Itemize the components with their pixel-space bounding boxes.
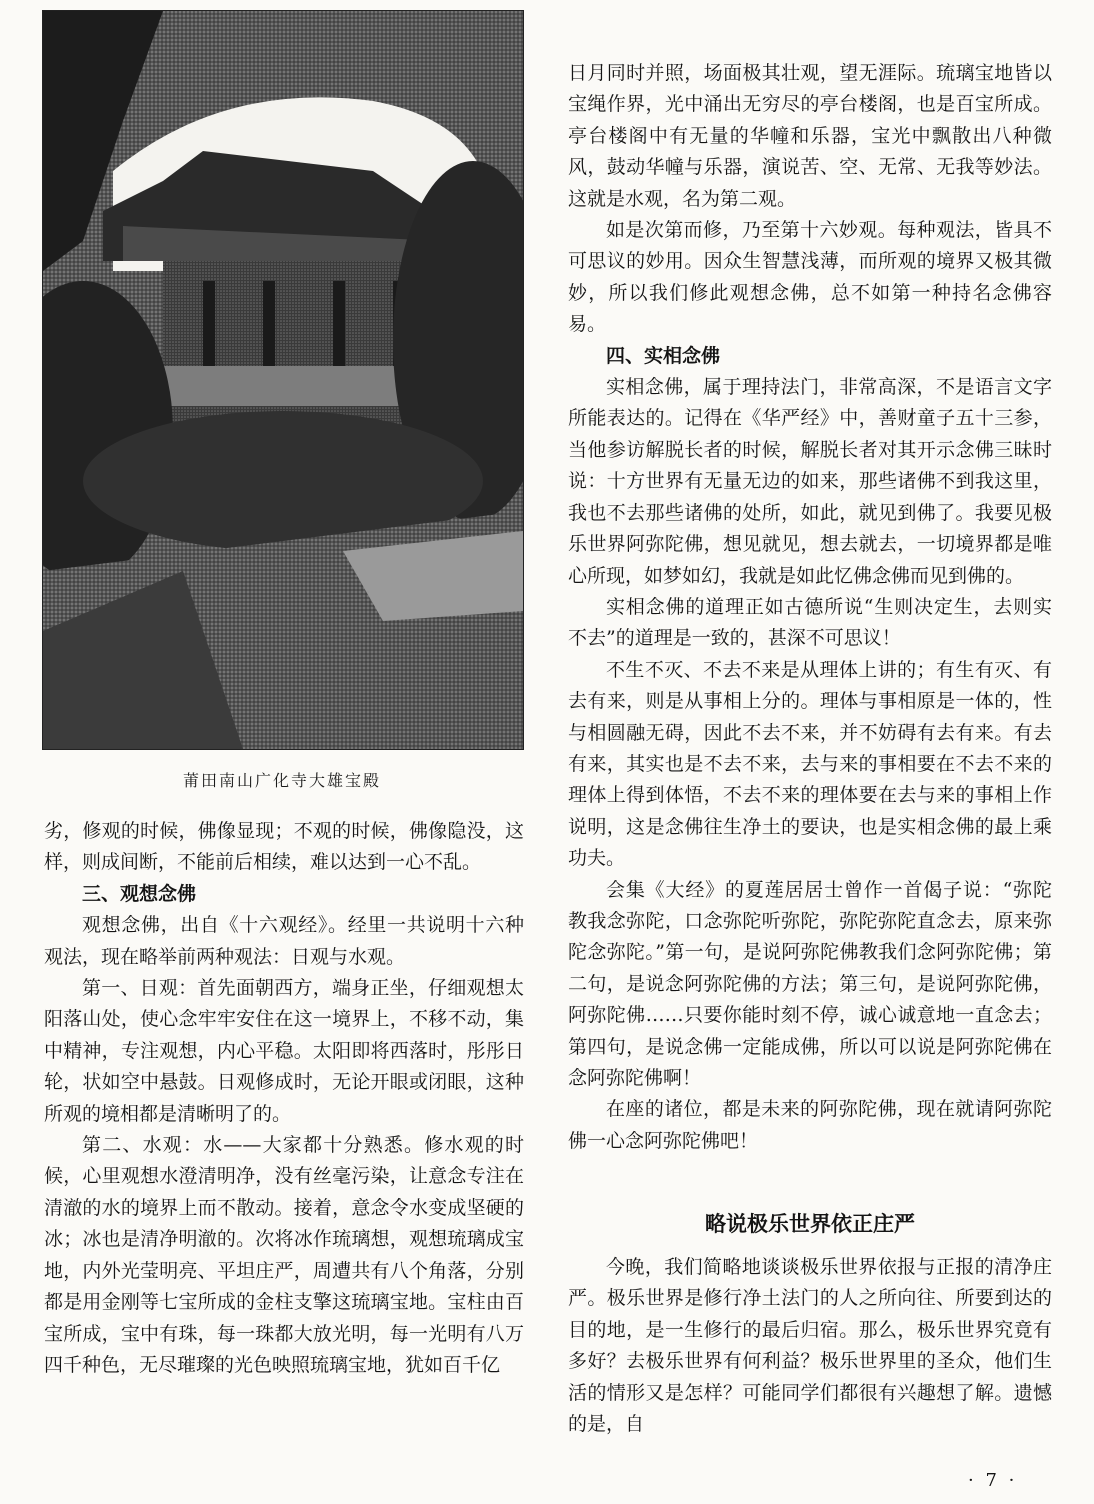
right-column-text: [568, 58, 1052, 1157]
photo-caption: 莆田南山广化寺大雄宝殿: [182, 771, 381, 790]
paragraph: 第一、日观：首先面朝西方，端身正坐，仔细观想太阳落山处，使心念牢牢安住在这一境界上，不移不动，集中精神，专注观想，内心平稳。太阳即将西落时，彤彤日轮，状如空中悬鼓。日观修成时，无论开眼或闭眼，这种所观的境相都是清晰明了的。: [44, 977, 524, 1125]
temple-photo-image: [43, 11, 523, 749]
paragraph: 观想念佛，出自《十六观经》。经里一共说明十六种观法，现在略举前两种观法：日观与水观。: [44, 914, 524, 968]
paragraph: 实相念佛的道理正如古德所说“生则决定生，去则实不去”的道理是一致的，甚深不可思议！: [568, 595, 1052, 650]
paragraph: 第二、水观：水——大家都十分熟悉。修水观的时候，心里观想水澄清明净，没有丝毫污染，让意念专注在清澈的水的境界上而不散动。接着，意念令水变成坚硬的冰；冰也是清净明澈的。次将冰作琉璃想，观想琉璃成宝地，内外光莹明亮、平坦庄严，周遭共有八个角落，分别都是用金刚等七宝所成的金柱支擎这琉璃宝地。宝柱由百宝所成，宝中有珠，每一珠都大放光明，每一光明有八万四千种色，无尽璀璨的光色映照琉璃宝地，犹如百千亿: [44, 1134, 524, 1376]
paragraph: 实相念佛，属于理持法门，非常高深，不是语言文字所能表达的。记得在《华严经》中，善财童子五十三参，当他参访解脱长者的时候，解脱长者对其开示念佛三昧时说：十方世界有无量无边的如来，那些诸佛不到我这里，我也不去那些诸佛的处所，如此，就见到佛了。我要见极乐世界阿弥陀佛，想见就见，想去就去，一切境界都是唯心所现，如梦如幻，我就是如此忆佛念佛而见到佛的。: [568, 376, 1052, 587]
paragraph: 会集《大经》的夏莲居居士曾作一首偈子说：“弥陀教我念弥陀，口念弥陀听弥陀，弥陀弥陀直念去，原来弥陀念弥陀。”第一句，是说阿弥陀佛教我们念阿弥陀佛；第二句，是说念阿弥陀佛的方法；第三句，是说阿弥陀佛，阿弥陀佛……只要你能时刻不停，诚心诚意地一直念去；第四句，是说念佛一定能成佛，所以可以说是阿弥陀佛在念阿弥陀佛啊！: [568, 878, 1052, 1089]
section-title: 略说极乐世界依正庄严: [705, 1212, 915, 1236]
paragraph: 劣，修观的时候，佛像显现；不观的时候，佛像隐没，这样，则成间断，不能前后相续，难以达到一心不乱。: [44, 820, 524, 874]
section-heading: 三、观想念佛: [82, 882, 197, 905]
right-column-continued-text: [568, 1252, 1052, 1440]
temple-photo: [42, 10, 524, 750]
section-heading: 四、实相念佛: [606, 344, 721, 367]
left-column-text: [44, 816, 524, 1381]
page-number: · 7 ·: [968, 1470, 1018, 1491]
paragraph: 在座的诸位，都是未来的阿弥陀佛，现在就请阿弥陀佛一心念阿弥陀佛吧！: [568, 1098, 1052, 1152]
paragraph: 日月同时并照，场面极其壮观，望无涯际。琉璃宝地皆以宝绳作界，光中涌出无穷尽的亭台楼阁，也是百宝所成。亭台楼阁中有无量的华幢和乐器，宝光中飘散出八种微风，鼓动华幢与乐器，演说苦、空、无常、无我等妙法。这就是水观，名为第二观。: [568, 62, 1052, 210]
paragraph: 如是次第而修，乃至第十六妙观。每种观法，皆具不可思议的妙用。因众生智慧浅薄，而所观的境界又极其微妙，所以我们修此观想念佛，总不如第一种持名念佛容易。: [568, 219, 1052, 336]
paragraph: 不生不灭、不去不来是从理体上讲的；有生有灭、有去有来，则是从事相上分的。理体与事相原是一体的，性与相圆融无碍，因此不去不来，并不妨碍有去有来。有去有来，其实也是不去不来，去与来的事相要在不去不来的理体上得到体悟，不去不来的理体要在去与来的事相上作说明，这是念佛往生净土的要诀，也是实相念佛的最上乘功夫。: [568, 658, 1052, 870]
paragraph: 今晚，我们简略地谈谈极乐世界依报与正报的清净庄严。极乐世界是修行净土法门的人之所向往、所要到达的目的地，是一生修行的最后归宿。那么，极乐世界究竟有多好？去极乐世界有何利益？极乐世界里的圣众，他们生活的情形又是怎样？可能同学们都很有兴趣想了解。遗憾的是，自: [568, 1256, 1052, 1436]
